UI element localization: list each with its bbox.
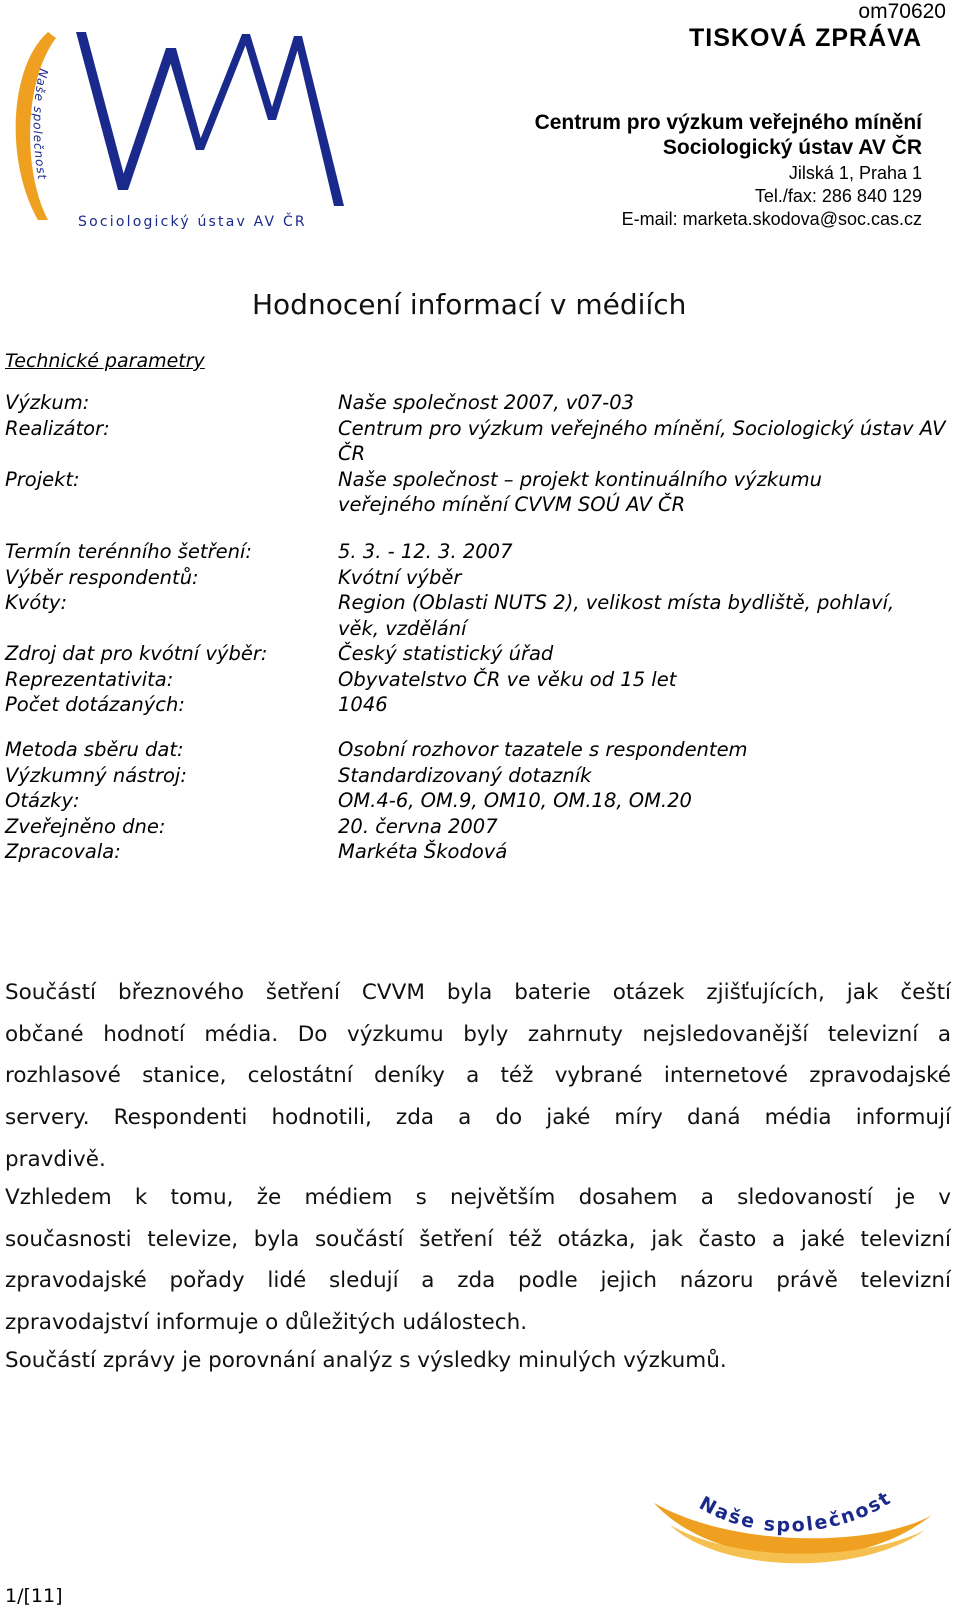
param-label: Výzkumný nástroj: xyxy=(5,763,187,787)
param-row xyxy=(5,788,960,814)
section-heading: Technické parametry xyxy=(5,350,205,372)
nase-spolecnost-logo xyxy=(650,1485,940,1585)
param-value: Naše společnost – projekt kontinuálního výzkumu veřejného mínění CVVM SOÚ AV ČR xyxy=(338,467,822,516)
param-value: 20. června 2007 xyxy=(338,814,498,838)
params-group-1 xyxy=(5,390,960,518)
page-title: Hodnocení informací v médiích xyxy=(252,288,687,321)
param-row xyxy=(5,590,960,641)
logo-caption: Sociologický ústav AV ČR xyxy=(78,214,307,230)
param-label: Otázky: xyxy=(5,789,80,812)
param-row xyxy=(5,839,960,865)
param-row xyxy=(5,539,960,565)
param-row xyxy=(5,390,960,416)
param-value: Standardizovaný dotazník xyxy=(338,763,592,787)
bottom-logo-text: Naše společnost xyxy=(695,1486,896,1537)
param-value: Osobní rozhovor tazatele s respondentem xyxy=(338,738,748,761)
organization-line-1: Centrum pro výzkum veřejného mínění xyxy=(534,111,922,134)
svg-text:Naše společnost xyxy=(696,1487,896,1537)
paragraph-line: pravdivě. xyxy=(5,1146,106,1172)
param-label: Reprezentativita: xyxy=(5,667,174,691)
param-row xyxy=(5,763,960,789)
param-value: Kvótní výběr xyxy=(338,565,462,589)
param-row xyxy=(5,814,960,840)
paragraph-line: servery. Respondenti hodnotili, zda a do jaké míry daná média informují xyxy=(5,1105,951,1131)
param-label: Zdroj dat pro kvótní výběr: xyxy=(5,642,268,665)
press-release-label: TISKOVÁ ZPRÁVA xyxy=(689,24,922,52)
param-label: Projekt: xyxy=(5,467,80,491)
param-value: Centrum pro výzkum veřejného mínění, Sociologický ústav AV ČR xyxy=(338,416,946,465)
param-label: Kvóty: xyxy=(5,591,68,614)
paragraph-line: zpravodajské pořady lidé sledují a zda podle jejich názoru právě televizní xyxy=(5,1268,951,1294)
paragraph-line: Vzhledem k tomu, že médiem s největším dosahem a sledovaností je v xyxy=(5,1185,951,1210)
param-row xyxy=(5,467,960,518)
param-row xyxy=(5,667,960,693)
param-label: Výběr respondentů: xyxy=(5,565,199,589)
organization-name xyxy=(535,110,922,160)
param-value: Markéta Škodová xyxy=(338,840,508,863)
body-paragraph-1 xyxy=(5,972,951,1181)
params-group-2 xyxy=(5,539,960,718)
param-label: Výzkum: xyxy=(5,391,90,414)
param-value: Naše společnost 2007, v07-03 xyxy=(338,391,635,414)
param-label: Zpracovala: xyxy=(5,840,121,863)
logo-arc-text: Naše společnost xyxy=(30,67,51,182)
paragraph-line: rozhlasové stanice, celostátní deníky a též vybrané internetové zpravodajské xyxy=(5,1063,951,1089)
param-value: 1046 xyxy=(338,693,388,716)
body-paragraph-3 xyxy=(5,1340,951,1382)
email[interactable]: E-mail: marketa.skodova@soc.cas.cz xyxy=(621,209,922,229)
param-value: OM.4-6, OM.9, OM10, OM.18, OM.20 xyxy=(338,789,692,812)
paragraph-line: občané hodnotí média. Do výzkumu byly zahrnuty nejsledovanější televizní a xyxy=(5,1021,951,1047)
contact-block xyxy=(622,162,922,231)
param-row xyxy=(5,565,960,591)
param-label: Počet dotázaných: xyxy=(5,693,185,716)
param-row xyxy=(5,416,960,467)
organization-line-2: Sociologický ústav AV ČR xyxy=(662,136,922,159)
body-paragraph-2 xyxy=(5,1177,951,1344)
sociologicky-ustav-logo xyxy=(0,10,360,230)
param-row xyxy=(5,641,960,667)
phone: Tel./fax: 286 840 129 xyxy=(754,186,922,206)
param-row xyxy=(5,692,960,718)
param-value: Obyvatelstvo ČR ve věku od 15 let xyxy=(338,667,677,691)
param-label: Termín terénního šetření: xyxy=(5,540,252,563)
param-label: Zveřejněno dne: xyxy=(5,814,166,838)
paragraph-line: Součástí zprávy je porovnání analýz s výsledky minulých výzkumů. xyxy=(5,1348,727,1373)
paragraph-line: současnosti televize, byla součástí šetření též otázka, jak často a jaké televizní xyxy=(5,1226,951,1252)
address: Jilská 1, Praha 1 xyxy=(788,163,922,183)
param-row xyxy=(5,737,960,763)
param-label: Realizátor: xyxy=(5,416,110,440)
param-value: 5. 3. - 12. 3. 2007 xyxy=(338,540,513,563)
param-label: Metoda sběru dat: xyxy=(5,738,184,761)
paragraph-line: zpravodajství informuje o důležitých událostech. xyxy=(5,1310,528,1336)
param-value: Český statistický úřad xyxy=(338,642,554,665)
param-value: Region (Oblasti NUTS 2), velikost místa bydliště, pohlaví, věk, vzdělání xyxy=(338,591,895,640)
document-code: om70620 xyxy=(858,0,946,23)
page-number: 1/[11] xyxy=(5,1585,63,1607)
params-group-3 xyxy=(5,737,960,865)
paragraph-line: Součástí březnového šetření CVVM byla baterie otázek zjišťujících, jak čeští xyxy=(5,980,951,1005)
